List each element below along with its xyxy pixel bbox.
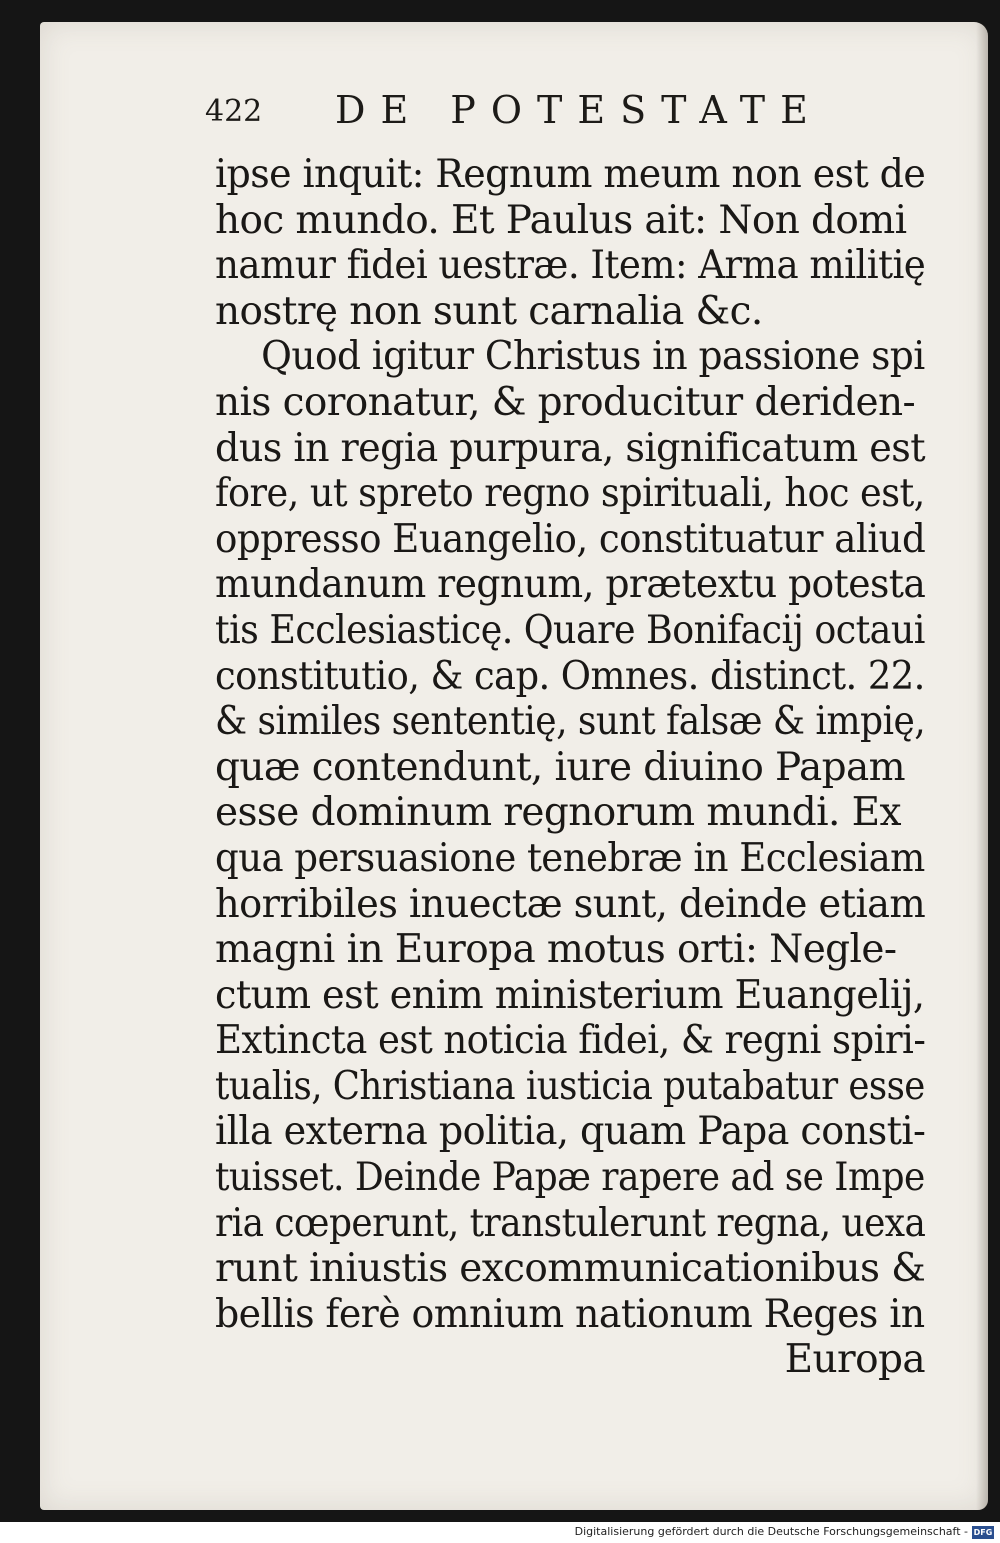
text-line-9: oppresso Euangelio, constituatur aliud xyxy=(215,516,926,562)
catchword: Europa xyxy=(784,1337,925,1383)
text-line-2: hoc mundo. Et Paulus ait: Non domi xyxy=(215,197,907,243)
text-line-19: ctum est enim ministerium Euangelij, xyxy=(215,972,925,1018)
text-line-11: tis Ecclesiasticę. Quare Bonifacij octaui xyxy=(215,607,925,653)
text-line-23: tuisset. Deinde Papæ rapere ad se Impe xyxy=(215,1155,925,1201)
text-line-20: Extincta est noticia fidei, & regni spiri- xyxy=(215,1018,926,1064)
running-head xyxy=(205,80,885,140)
text-line-18: magni in Europa motus orti: Negle- xyxy=(215,927,897,973)
footer-bar xyxy=(0,1522,1000,1543)
page-number: 422 xyxy=(205,94,263,129)
text-line-5: Quod igitur Christus in passione spi xyxy=(261,334,925,380)
dfg-logo: DFG xyxy=(973,1528,993,1537)
text-line-1: ipse inquit: Regnum meum non est de xyxy=(215,152,926,197)
body-text xyxy=(215,152,925,1383)
text-line-17: horribiles inuectæ sunt, deinde etiam xyxy=(215,881,926,927)
funding-credit: Digitalisierung gefördert durch die Deutsche Forschungsgemeinschaft - xyxy=(574,1525,968,1538)
text-line-4: nostrę non sunt carnalia &c. xyxy=(215,288,763,334)
text-line-13: & similes sententię, sunt falsæ & impię, xyxy=(215,699,926,745)
text-line-16: qua persuasione tenebræ in Ecclesiam xyxy=(215,835,925,881)
text-line-15: esse dominum regnorum mundi. Ex xyxy=(215,790,901,836)
text-line-3: namur fidei uestræ. Item: Arma militię xyxy=(215,243,926,289)
text-line-26: bellis ferè omnium nationum Reges in xyxy=(215,1291,925,1337)
text-line-14: quæ contendunt, iure diuino Papam xyxy=(215,744,905,790)
text-line-8: fore, ut spreto regno spirituali, hoc est, xyxy=(215,471,925,517)
text-line-25: runt iniustis excommunicationibus & xyxy=(215,1246,926,1292)
text-line-24: ria cœperunt, transtulerunt regna, uexa xyxy=(215,1200,926,1246)
text-line-6: nis coronatur, & producitur deriden- xyxy=(215,379,916,425)
running-title: DE POTESTATE xyxy=(335,88,823,132)
text-line-21: tualis, Christiana iusticia putabatur esse xyxy=(215,1063,925,1109)
text-line-7: dus in regia purpura, significatum est xyxy=(215,425,925,471)
text-line-22: illa externa politia, quam Papa consti- xyxy=(215,1109,926,1155)
text-line-10: mundanum regnum, prætextu potesta xyxy=(215,562,926,608)
page-edge-shadow xyxy=(976,22,988,1510)
text-line-12: constitutio, & cap. Omnes. distinct. 22. xyxy=(215,653,925,699)
